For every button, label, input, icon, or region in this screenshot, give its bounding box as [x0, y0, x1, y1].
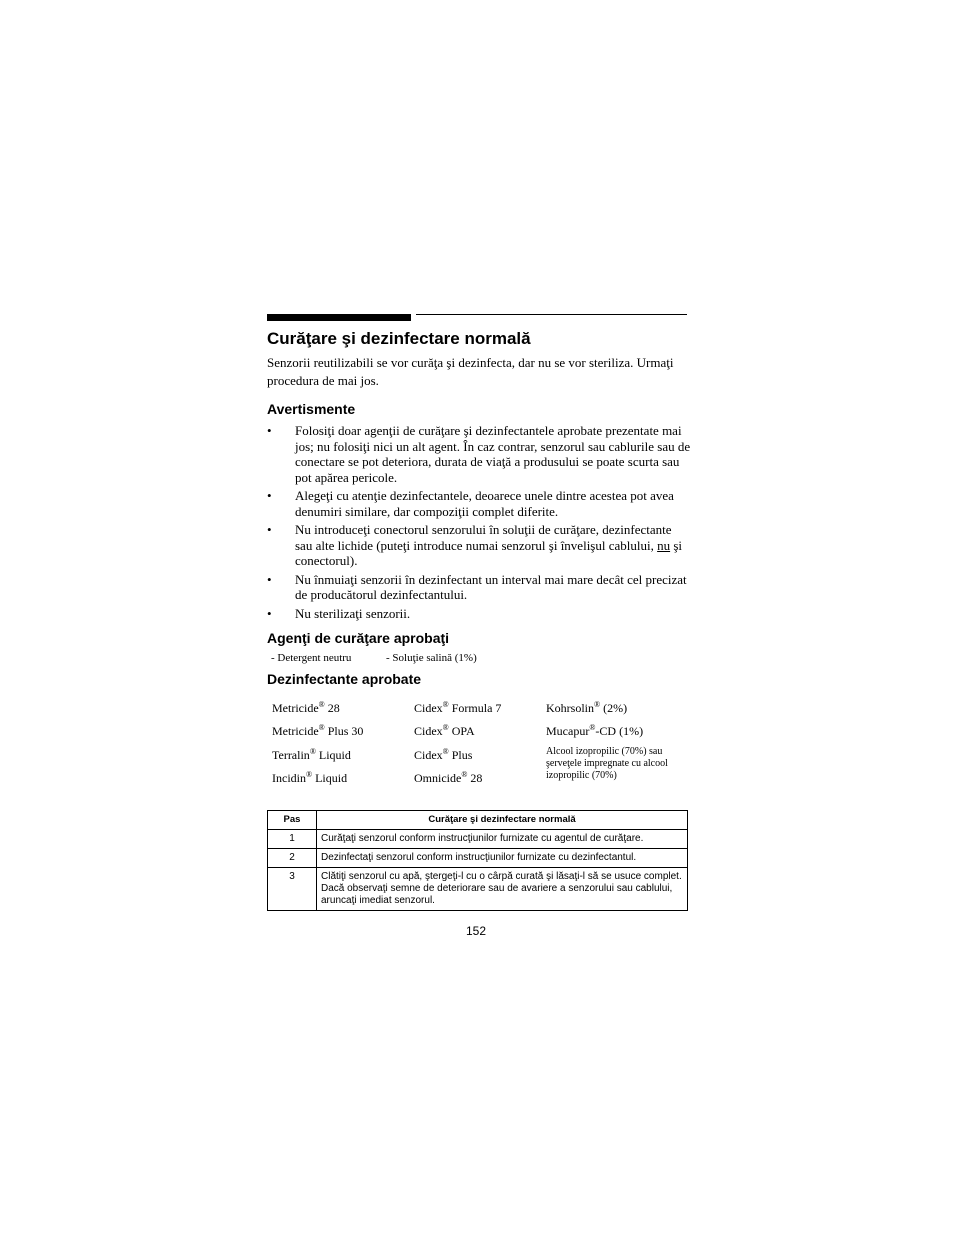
disinfectant-item: Mucapur®-CD (1%) [546, 723, 644, 738]
bullet-icon: • [267, 488, 272, 503]
cleaning-agents-list [271, 652, 477, 664]
disinfectant-item: Terralin® Liquid [272, 747, 351, 762]
step-number: 3 [268, 868, 317, 911]
steps-table [267, 810, 688, 911]
table-row [268, 849, 688, 868]
step-number: 1 [268, 830, 317, 849]
section-rule-thin [416, 314, 687, 315]
bullet-icon: • [267, 522, 272, 537]
disinfectant-item: Incidin® Liquid [272, 770, 348, 785]
disinfectant-item: Metricide® 28 [272, 700, 340, 715]
bullet-icon: • [267, 605, 272, 621]
page-title: Curăţare şi dezinfectare normală [267, 329, 531, 348]
column-header-procedure: Curăţare şi dezinfectare normală [317, 811, 688, 830]
step-text: Clătiţi senzorul cu apă, ştergeţi-l cu o cârpă curată şi lăsaţi-l să se usuce complet. Dacă observaţi semne de deteriorare sau de avariere a senzorului sau cablului, aruncaţi imediat senzorul. [317, 868, 688, 911]
table-row [268, 868, 688, 911]
underlined-nu: nu [657, 537, 671, 553]
section-rule-thick [267, 314, 411, 321]
step-text: Curăţaţi senzorul conform instrucţiunilor furnizate cu agentul de curăţare. [317, 830, 688, 849]
warning-item: • Folosiţi doar agenţii de curăţare şi dezinfectantele aprobate prezentate mai jos; nu folosiţi nici un alt agent. În caz contrar, senzorul sau cablurile sau de conectare se pot deteriora, durata de viaţă a produsului se poate scurta sau pot apărea pericole. [267, 423, 691, 485]
warnings-heading: Avertismente [267, 401, 356, 417]
warnings-list [267, 423, 692, 624]
disinfectants-heading: Dezinfectante aprobate [267, 671, 422, 687]
page-number: 152 [466, 924, 487, 938]
disinfectant-item: Cidex® Plus [414, 747, 473, 762]
table-header-row [268, 811, 688, 830]
step-number: 2 [268, 849, 317, 868]
bullet-icon: • [267, 571, 272, 587]
disinfectant-item: Kohrsolin® (2%) [546, 700, 628, 715]
cleaning-agent-item: - Soluţie salină (1%) [386, 652, 477, 664]
warning-item: • Alegeţi cu atenţie dezinfectantele, deoarece unele dintre acestea pot avea denumiri similare, dar compoziţii complet diferite. [267, 488, 674, 519]
table-row [268, 830, 688, 849]
disinfectant-item-alcohol: Alcool izopropilic (70%) sau şerveţele impregnate cu alcool izopropilic (70%) [546, 746, 668, 781]
cleaning-agents-heading: Agenţi de curăţare aprobaţi [267, 630, 450, 646]
bullet-icon: • [267, 423, 272, 438]
disinfectant-item: Cidex® OPA [414, 723, 475, 738]
disinfectant-item: Cidex® Formula 7 [414, 700, 502, 715]
step-text: Dezinfectaţi senzorul conform instrucţiunilor furnizate cu dezinfectantul. [317, 849, 688, 868]
intro-paragraph: Senzorii reutilizabili se vor curăţa şi dezinfecta, dar nu se vor steriliza. Urmaţi procedura de mai jos. [267, 355, 674, 388]
disinfectant-item: Omnicide® 28 [414, 770, 483, 785]
warning-item: • Nu sterilizaţi senzorii. [267, 605, 411, 621]
column-header-step: Pas [268, 811, 317, 830]
warning-item: • Nu introduceţi conectorul senzorului în soluţii de curăţare, dezinfectante sau alte lichide (puteţi introduce numai senzorul şi învelişul cablului, nu şi conectorul). [267, 522, 683, 568]
warning-item: • Nu înmuiaţi senzorii în dezinfectant un interval mai mare decât cel precizat de producătorul dezinfectantului. [267, 571, 687, 602]
disinfectant-item: Metricide® Plus 30 [272, 723, 364, 738]
cleaning-agent-item: - Detergent neutru [271, 652, 352, 664]
